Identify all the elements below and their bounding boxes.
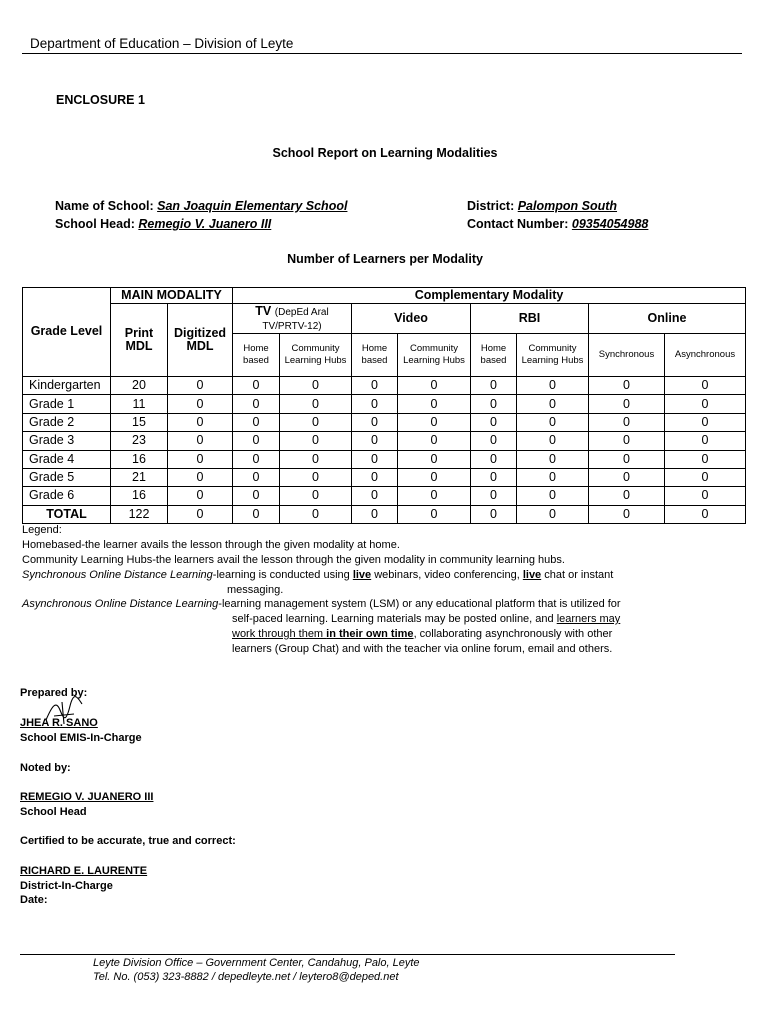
value-cell: 0 — [665, 505, 746, 523]
report-title: School Report on Learning Modalities — [272, 146, 498, 160]
value-cell: 0 — [168, 468, 233, 486]
complementary-modality-header: Complementary Modality — [233, 288, 746, 304]
tv-sub-label: (DepEd Aral TV/PRTV-12) — [262, 307, 329, 332]
value-cell: 0 — [517, 450, 589, 468]
rbi-home-based-header: Home based — [471, 334, 517, 377]
school-head-line — [55, 217, 271, 231]
video-clh-header: Community Learning Hubs — [398, 334, 471, 377]
value-cell: 21 — [111, 468, 168, 486]
noted-by-role: School Head — [20, 806, 87, 818]
value-cell: 0 — [352, 413, 398, 431]
value-cell: 0 — [589, 432, 665, 450]
value-cell: 0 — [589, 377, 665, 395]
prepared-by-role: School EMIS-In-Charge — [20, 732, 142, 744]
value-cell: 0 — [233, 450, 280, 468]
sync-text-d: messaging. — [227, 584, 284, 596]
value-cell: 0 — [471, 505, 517, 523]
value-cell: 122 — [111, 505, 168, 523]
value-cell: 0 — [280, 450, 352, 468]
value-cell: 0 — [471, 450, 517, 468]
grade-cell: Grade 5 — [23, 468, 111, 486]
table-title: Number of Learners per Modality — [287, 252, 483, 266]
sync-live-1: live — [352, 569, 372, 581]
online-header: Online — [589, 304, 746, 334]
value-cell: 0 — [352, 450, 398, 468]
noted-by-label: Noted by: — [20, 762, 71, 774]
value-cell: 0 — [352, 432, 398, 450]
noted-by-name: REMEGIO V. JUANERO III — [20, 791, 154, 803]
sync-text-b: webinars, video conferencing, — [371, 569, 523, 581]
value-cell: 0 — [471, 413, 517, 431]
sync-text-c: chat or instant — [541, 569, 614, 581]
grade-cell: Kindergarten — [23, 377, 111, 395]
value-cell: 0 — [517, 432, 589, 450]
value-cell: 0 — [665, 395, 746, 413]
value-cell: 0 — [589, 468, 665, 486]
value-cell: 16 — [111, 487, 168, 505]
certified-name: RICHARD E. LAURENTE — [20, 865, 148, 877]
grade-cell: Grade 3 — [23, 432, 111, 450]
footer-divider — [20, 954, 675, 955]
value-cell: 0 — [589, 395, 665, 413]
value-cell: 0 — [168, 377, 233, 395]
value-cell: 0 — [665, 413, 746, 431]
rbi-clh-header: Community Learning Hubs — [517, 334, 589, 377]
value-cell: 0 — [233, 505, 280, 523]
async-underline-2: work through them — [232, 628, 327, 640]
value-cell: 0 — [665, 468, 746, 486]
sync-live-2: live — [522, 569, 542, 581]
value-cell: 0 — [517, 413, 589, 431]
table-row — [23, 487, 746, 505]
value-cell: 0 — [168, 505, 233, 523]
table-row — [23, 468, 746, 486]
value-cell: 0 — [517, 377, 589, 395]
tv-header — [233, 304, 352, 334]
value-cell: 23 — [111, 432, 168, 450]
contact-line — [467, 217, 648, 231]
value-cell: 0 — [517, 505, 589, 523]
enclosure-label: ENCLOSURE 1 — [56, 93, 145, 107]
value-cell: 0 — [168, 413, 233, 431]
value-cell: 0 — [398, 377, 471, 395]
legend-clh: Community Learning Hubs-the learners avail the lesson through the given modality in community learning hubs. — [22, 554, 565, 566]
footer-address: Leyte Division Office – Government Center, Candahug, Palo, Leyte — [93, 957, 420, 969]
async-text-a: -learning management system (LSM) or any educational platform that is utilized for — [218, 598, 621, 610]
value-cell: 0 — [280, 505, 352, 523]
footer-contact: Tel. No. (053) 323-8882 / depedleyte.net / leytero8@deped.net — [93, 971, 399, 983]
value-cell: 0 — [352, 468, 398, 486]
value-cell: 0 — [665, 432, 746, 450]
table-row — [23, 450, 746, 468]
value-cell: 0 — [280, 432, 352, 450]
prepared-by-label: Prepared by: — [20, 687, 88, 699]
video-header: Video — [352, 304, 471, 334]
value-cell: 0 — [280, 468, 352, 486]
value-cell: 0 — [471, 395, 517, 413]
digitized-mdl-header: Digitized MDL — [168, 304, 233, 377]
value-cell: 0 — [168, 487, 233, 505]
table-row — [23, 377, 746, 395]
value-cell: 0 — [471, 377, 517, 395]
grade-level-header: Grade Level — [23, 288, 111, 377]
async-text-d: learners (Group Chat) and with the teacher via online forum, email and others. — [232, 643, 613, 655]
async-underline-3: in their own time — [326, 628, 414, 640]
legend-asynchronous — [22, 597, 621, 612]
legend-homebased: Homebased-the learner avails the lesson through the given modality at home. — [22, 539, 400, 551]
value-cell: 0 — [517, 395, 589, 413]
learners-table — [22, 287, 746, 524]
grade-cell: Grade 6 — [23, 487, 111, 505]
certified-label: Certified to be accurate, true and correct: — [20, 835, 236, 847]
value-cell: 0 — [398, 413, 471, 431]
school-name-line — [55, 199, 347, 213]
value-cell: 0 — [471, 468, 517, 486]
value-cell: 0 — [233, 432, 280, 450]
value-cell: 15 — [111, 413, 168, 431]
grade-cell: TOTAL — [23, 505, 111, 523]
value-cell: 0 — [589, 505, 665, 523]
value-cell: 0 — [280, 487, 352, 505]
value-cell: 0 — [471, 432, 517, 450]
value-cell: 20 — [111, 377, 168, 395]
tv-home-based-header: Home based — [233, 334, 280, 377]
value-cell: 16 — [111, 450, 168, 468]
value-cell: 0 — [352, 487, 398, 505]
value-cell: 0 — [665, 487, 746, 505]
department-header: Department of Education – Division of Leyte — [30, 36, 294, 51]
total-row — [23, 505, 746, 523]
grade-cell: Grade 2 — [23, 413, 111, 431]
value-cell: 0 — [398, 505, 471, 523]
prepared-by-name: JHEA R. SANO — [20, 717, 98, 729]
value-cell: 0 — [665, 377, 746, 395]
contact-label: Contact Number: — [467, 217, 569, 231]
certified-role: District-In-Charge — [20, 880, 113, 892]
value-cell: 0 — [517, 487, 589, 505]
value-cell: 0 — [168, 432, 233, 450]
value-cell: 0 — [280, 395, 352, 413]
school-name-label: Name of School: — [55, 199, 154, 213]
tv-clh-header: Community Learning Hubs — [280, 334, 352, 377]
synchronous-header: Synchronous — [589, 334, 665, 377]
print-mdl-header: Print MDL — [111, 304, 168, 377]
district-line — [467, 199, 617, 213]
value-cell: 11 — [111, 395, 168, 413]
date-label: Date: — [20, 894, 48, 906]
value-cell: 0 — [589, 450, 665, 468]
value-cell: 0 — [233, 377, 280, 395]
value-cell: 0 — [233, 487, 280, 505]
table-row — [23, 432, 746, 450]
value-cell: 0 — [471, 487, 517, 505]
value-cell: 0 — [589, 487, 665, 505]
asynchronous-header: Asynchronous — [665, 334, 746, 377]
value-cell: 0 — [233, 468, 280, 486]
value-cell: 0 — [398, 395, 471, 413]
value-cell: 0 — [168, 450, 233, 468]
legend-title: Legend: — [22, 524, 62, 536]
value-cell: 0 — [168, 395, 233, 413]
school-head-label: School Head: — [55, 217, 135, 231]
value-cell: 0 — [352, 377, 398, 395]
value-cell: 0 — [398, 450, 471, 468]
value-cell: 0 — [665, 450, 746, 468]
contact-value: 09354054988 — [571, 217, 649, 231]
sync-term: Synchronous Online Distance Learning — [22, 569, 213, 581]
value-cell: 0 — [233, 413, 280, 431]
table-row — [23, 395, 746, 413]
value-cell: 0 — [233, 395, 280, 413]
header-divider — [22, 53, 742, 54]
table-row — [23, 413, 746, 431]
sync-text-a: -learning is conducted using — [212, 569, 353, 581]
grade-cell: Grade 1 — [23, 395, 111, 413]
async-term: Asynchronous Online Distance Learning — [22, 598, 219, 610]
async-text-b: self-paced learning. Learning materials may be posted online, and — [232, 613, 557, 625]
main-modality-header: MAIN MODALITY — [111, 288, 233, 304]
legend-synchronous — [22, 568, 613, 583]
value-cell: 0 — [280, 377, 352, 395]
district-label: District: — [467, 199, 515, 213]
value-cell: 0 — [589, 413, 665, 431]
video-home-based-header: Home based — [352, 334, 398, 377]
school-name-value: San Joaquin Elementary School — [157, 199, 348, 213]
async-line-2 — [232, 612, 620, 627]
value-cell: 0 — [280, 413, 352, 431]
school-head-value: Remegio V. Juanero III — [138, 217, 272, 231]
value-cell: 0 — [352, 395, 398, 413]
async-line-3 — [232, 627, 612, 642]
value-cell: 0 — [398, 468, 471, 486]
grade-cell: Grade 4 — [23, 450, 111, 468]
tv-label: TV — [255, 304, 272, 318]
rbi-header: RBI — [471, 304, 589, 334]
district-value: Palompon South — [517, 199, 618, 213]
value-cell: 0 — [517, 468, 589, 486]
value-cell: 0 — [398, 432, 471, 450]
value-cell: 0 — [352, 505, 398, 523]
async-underline-1: learners may — [556, 613, 621, 625]
async-text-c: , collaborating asynchronously with other — [413, 628, 613, 640]
value-cell: 0 — [398, 487, 471, 505]
